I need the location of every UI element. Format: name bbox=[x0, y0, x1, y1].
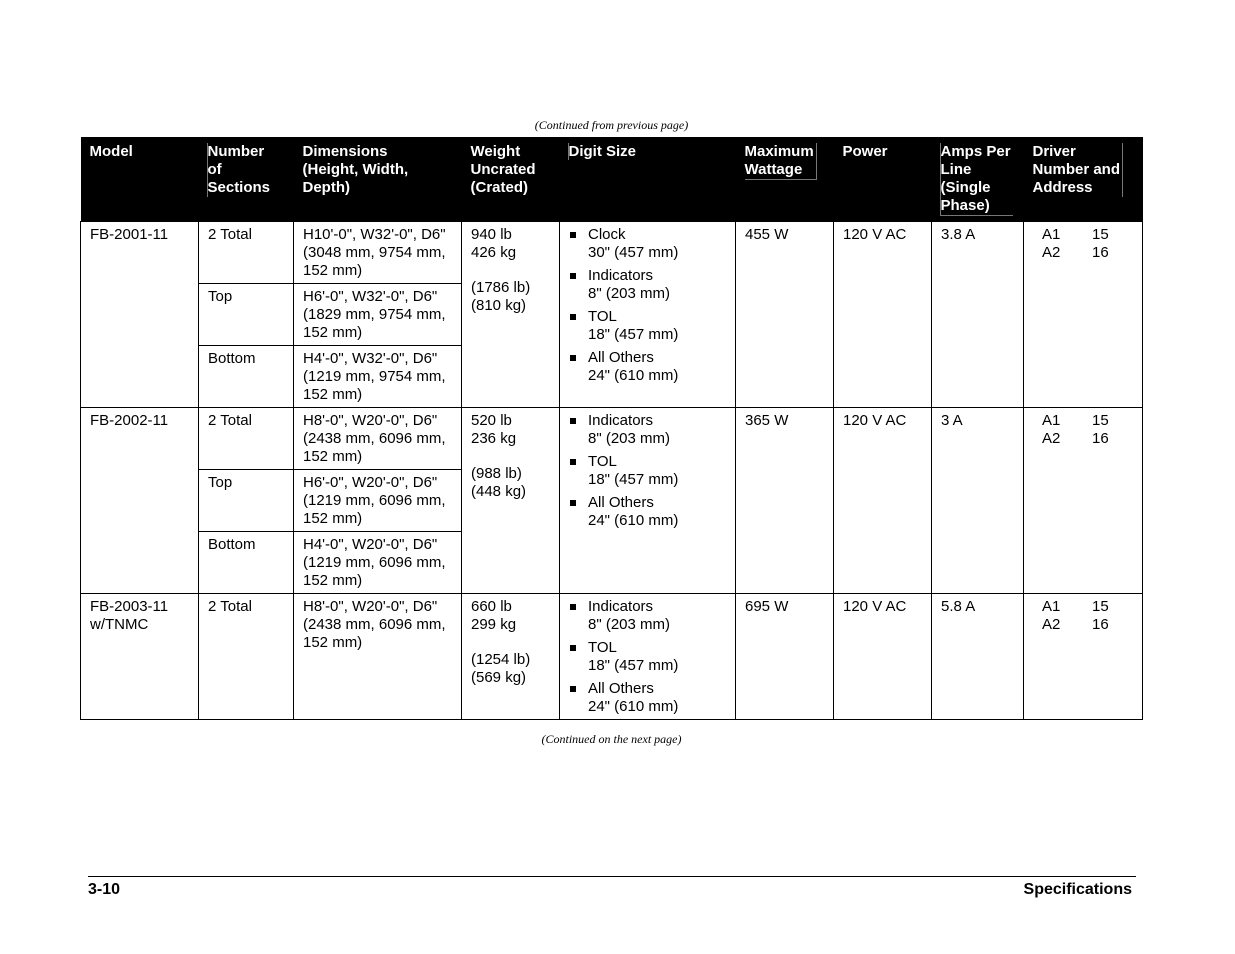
amps-cell: 3 A bbox=[932, 408, 1024, 594]
bullet-icon bbox=[570, 355, 576, 361]
header-wattage: Maximum Wattage bbox=[736, 137, 834, 222]
bullet-icon bbox=[570, 604, 576, 610]
list-item: Indicators 8" (203 mm) bbox=[569, 412, 726, 448]
list-item: All Others 24" (610 mm) bbox=[569, 494, 726, 530]
model-cell: FB-2003-11 w/TNMC bbox=[81, 594, 199, 720]
bullet-icon bbox=[570, 686, 576, 692]
digit-size-cell bbox=[560, 408, 736, 594]
page-number: 3-10 bbox=[88, 881, 121, 898]
table-row bbox=[81, 408, 1143, 470]
continued-from-note: (Continued from previous page) bbox=[534, 118, 689, 132]
power-cell: 120 V AC bbox=[834, 222, 932, 408]
section-cell: Bottom bbox=[199, 532, 294, 594]
list-item: Indicators 8" (203 mm) bbox=[569, 267, 726, 303]
continued-on-note: (Continued on the next page) bbox=[541, 732, 682, 746]
header-sections: Number of Sections bbox=[199, 137, 294, 222]
header-power: Power bbox=[834, 137, 932, 222]
list-item: All Others 24" (610 mm) bbox=[569, 680, 726, 716]
list-item: All Others 24" (610 mm) bbox=[569, 349, 726, 385]
bullet-icon bbox=[570, 645, 576, 651]
wattage-cell: 695 W bbox=[736, 594, 834, 720]
bullet-icon bbox=[570, 273, 576, 279]
header-amps: Amps Per Line (Single Phase) bbox=[932, 137, 1024, 222]
dimensions-cell: H6'-0", W32'-0", D6" (1829 mm, 9754 mm, 152 mm) bbox=[294, 284, 462, 346]
bullet-icon bbox=[570, 314, 576, 320]
dimensions-cell: H6'-0", W20'-0", D6" (1219 mm, 6096 mm, 152 mm) bbox=[294, 470, 462, 532]
section-cell: 2 Total bbox=[199, 222, 294, 284]
header-dimensions: Dimensions (Height, Width, Depth) bbox=[294, 137, 462, 222]
wattage-cell: 365 W bbox=[736, 408, 834, 594]
section-cell: Bottom bbox=[199, 346, 294, 408]
header-digit-size: Digit Size bbox=[560, 137, 736, 222]
bullet-icon bbox=[570, 418, 576, 424]
list-item: Indicators 8" (203 mm) bbox=[569, 598, 726, 634]
power-cell: 120 V AC bbox=[834, 594, 932, 720]
section-cell: 2 Total bbox=[199, 594, 294, 720]
table-header-row bbox=[81, 137, 1143, 222]
driver-cell: A1 15 A2 16 bbox=[1024, 222, 1143, 408]
specifications-table bbox=[80, 137, 1143, 720]
footer-divider bbox=[88, 876, 1136, 877]
weight-cell: 660 lb 299 kg (1254 lb) (569 kg) bbox=[462, 594, 560, 720]
header-model: Model bbox=[81, 137, 199, 222]
section-title: Specifications bbox=[1023, 881, 1132, 898]
bullet-icon bbox=[570, 500, 576, 506]
dimensions-cell: H8'-0", W20'-0", D6" (2438 mm, 6096 mm, 152 mm) bbox=[294, 408, 462, 470]
dimensions-cell: H4'-0", W20'-0", D6" (1219 mm, 6096 mm, 152 mm) bbox=[294, 532, 462, 594]
dimensions-cell: H8'-0", W20'-0", D6" (2438 mm, 6096 mm, 152 mm) bbox=[294, 594, 462, 720]
list-item: Clock 30" (457 mm) bbox=[569, 226, 726, 262]
model-cell: FB-2001-11 bbox=[81, 222, 199, 408]
table-row bbox=[81, 222, 1143, 284]
dimensions-cell: H10'-0", W32'-0", D6" (3048 mm, 9754 mm, 152 mm) bbox=[294, 222, 462, 284]
section-cell: 2 Total bbox=[199, 408, 294, 470]
header-driver: Driver Number and Address bbox=[1024, 137, 1143, 222]
driver-cell: A1 15 A2 16 bbox=[1024, 408, 1143, 594]
model-cell: FB-2002-11 bbox=[81, 408, 199, 594]
power-cell: 120 V AC bbox=[834, 408, 932, 594]
header-weight: Weight Uncrated (Crated) bbox=[462, 137, 560, 222]
weight-cell: 940 lb 426 kg (1786 lb) (810 kg) bbox=[462, 222, 560, 408]
weight-cell: 520 lb 236 kg (988 lb) (448 kg) bbox=[462, 408, 560, 594]
wattage-cell: 455 W bbox=[736, 222, 834, 408]
bullet-icon bbox=[570, 232, 576, 238]
digit-size-cell bbox=[560, 222, 736, 408]
list-item: TOL 18" (457 mm) bbox=[569, 639, 726, 675]
list-item: TOL 18" (457 mm) bbox=[569, 453, 726, 489]
digit-size-cell bbox=[560, 594, 736, 720]
driver-cell: A1 15 A2 16 bbox=[1024, 594, 1143, 720]
table-row bbox=[81, 594, 1143, 720]
amps-cell: 3.8 A bbox=[932, 222, 1024, 408]
dimensions-cell: H4'-0", W32'-0", D6" (1219 mm, 9754 mm, 152 mm) bbox=[294, 346, 462, 408]
bullet-icon bbox=[570, 459, 576, 465]
section-cell: Top bbox=[199, 284, 294, 346]
section-cell: Top bbox=[199, 470, 294, 532]
amps-cell: 5.8 A bbox=[932, 594, 1024, 720]
list-item: TOL 18" (457 mm) bbox=[569, 308, 726, 344]
